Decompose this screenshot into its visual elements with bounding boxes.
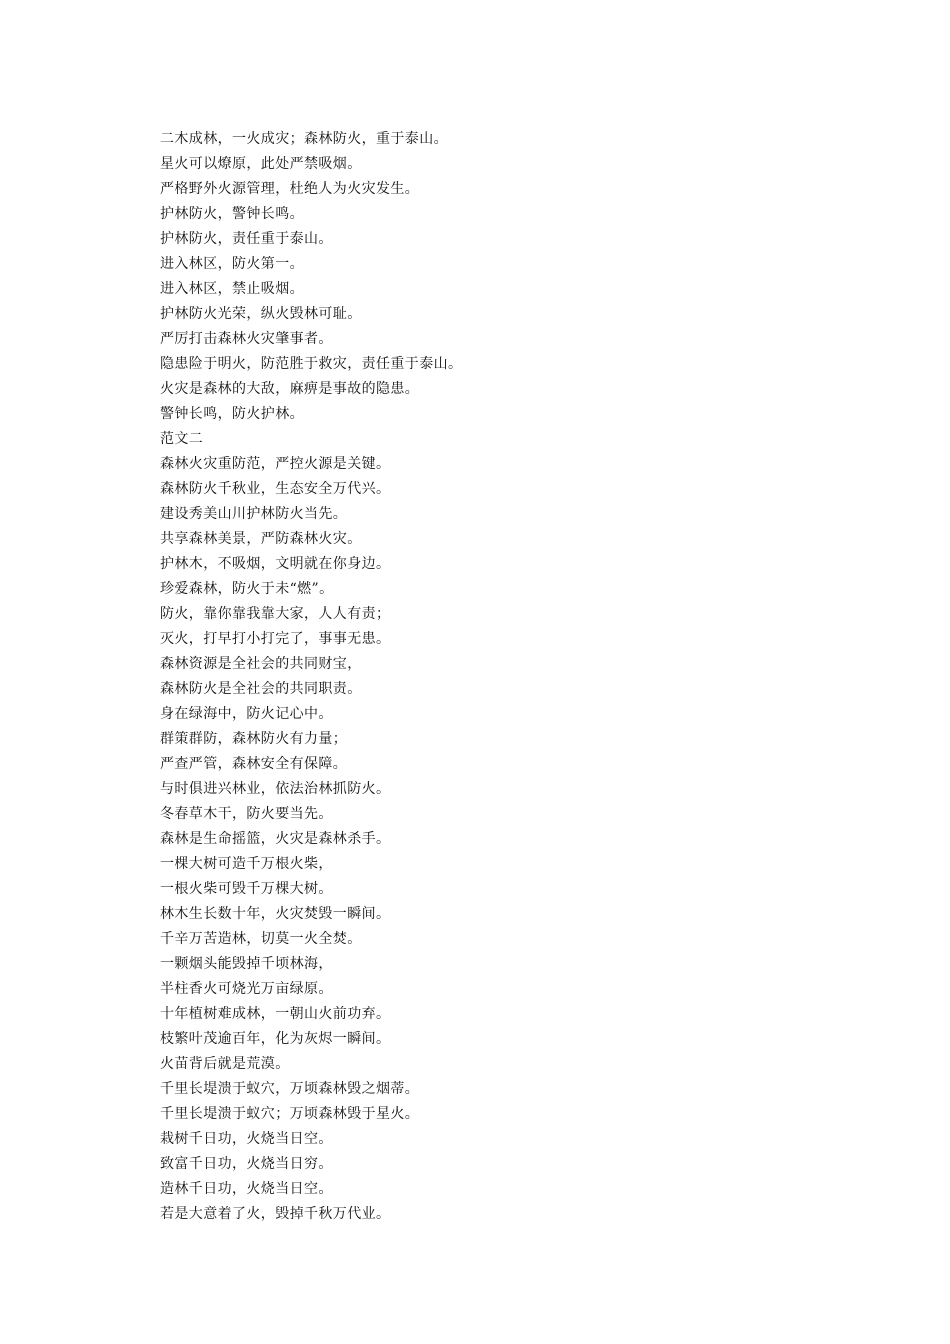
text-line: 若是大意着了火，毁掉千秋万代业。 — [160, 1206, 391, 1222]
text-line: 防火，靠你靠我靠大家，人人有责； — [160, 606, 391, 622]
text-line: 身在绿海中，防火记心中。 — [160, 706, 333, 722]
slogan-list — [160, 127, 462, 1227]
text-line: 灭火，打早打小打完了，事事无患。 — [160, 631, 391, 647]
text-line: 与时俱进兴林业，依法治林抓防火。 — [160, 781, 391, 797]
text-line: 十年植树难成林，一朝山火前功弃。 — [160, 1006, 391, 1022]
text-line: 严厉打击森林火灾肇事者。 — [160, 331, 333, 347]
text-line: 造林千日功，火烧当日空。 — [160, 1181, 333, 1197]
text-line: 一根火柴可毁千万棵大树。 — [160, 881, 333, 897]
text-line: 千里长堤溃于蚁穴，万顷森林毁之烟蒂。 — [160, 1081, 420, 1097]
text-line: 森林防火是全社会的共同职责。 — [160, 681, 362, 697]
text-line: 栽树千日功，火烧当日空。 — [160, 1131, 333, 1147]
text-line: 隐患险于明火，防范胜于救灾，责任重于泰山。 — [160, 356, 463, 372]
text-line: 严格野外火源管理，杜绝人为火灾发生。 — [160, 181, 420, 197]
text-line: 珍爱森林，防火于未“燃”。 — [160, 581, 334, 597]
text-line: 半柱香火可烧光万亩绿原。 — [160, 981, 333, 997]
text-line: 冬春草木干，防火要当先。 — [160, 806, 333, 822]
text-line: 火苗背后就是荒漠。 — [160, 1056, 290, 1072]
text-line: 森林是生命摇篮，火灾是森林杀手。 — [160, 831, 391, 847]
text-line: 林木生长数十年，火灾焚毁一瞬间。 — [160, 906, 391, 922]
text-line: 森林资源是全社会的共同财宝， — [160, 656, 362, 672]
text-line: 进入林区，防火第一。 — [160, 256, 304, 272]
text-line: 护林木，不吸烟，文明就在你身边。 — [160, 556, 391, 572]
text-line: 森林火灾重防范，严控火源是关键。 — [160, 456, 391, 472]
section-heading: 范文二 — [160, 431, 204, 447]
text-line: 枝繁叶茂逾百年，化为灰烬一瞬间。 — [160, 1031, 391, 1047]
text-line: 共享森林美景，严防森林火灾。 — [160, 531, 362, 547]
text-line: 进入林区，禁止吸烟。 — [160, 281, 304, 297]
text-line: 护林防火，警钟长鸣。 — [160, 206, 304, 222]
text-line: 千辛万苦造林，切莫一火全焚。 — [160, 931, 362, 947]
text-line: 星火可以燎原，此处严禁吸烟。 — [160, 156, 362, 172]
text-line: 群策群防，森林防火有力量； — [160, 731, 348, 747]
text-line: 警钟长鸣，防火护林。 — [160, 406, 304, 422]
text-line: 一棵大树可造千万根火柴， — [160, 856, 333, 872]
text-line: 森林防火千秋业，生态安全万代兴。 — [160, 481, 391, 497]
text-line: 千里长堤溃于蚁穴；万顷森林毁于星火。 — [160, 1106, 420, 1122]
text-line: 护林防火，责任重于泰山。 — [160, 231, 333, 247]
text-line: 火灾是森林的大敌，麻痹是事故的隐患。 — [160, 381, 420, 397]
text-line: 一颗烟头能毁掉千顷林海， — [160, 956, 333, 972]
text-line: 严查严管，森林安全有保障。 — [160, 756, 348, 772]
text-line: 致富千日功，火烧当日穷。 — [160, 1156, 333, 1172]
text-line: 二木成林，一火成灾；森林防火，重于泰山。 — [160, 131, 448, 147]
text-line: 建设秀美山川护林防火当先。 — [160, 506, 348, 522]
text-line: 护林防火光荣，纵火毁林可耻。 — [160, 306, 362, 322]
